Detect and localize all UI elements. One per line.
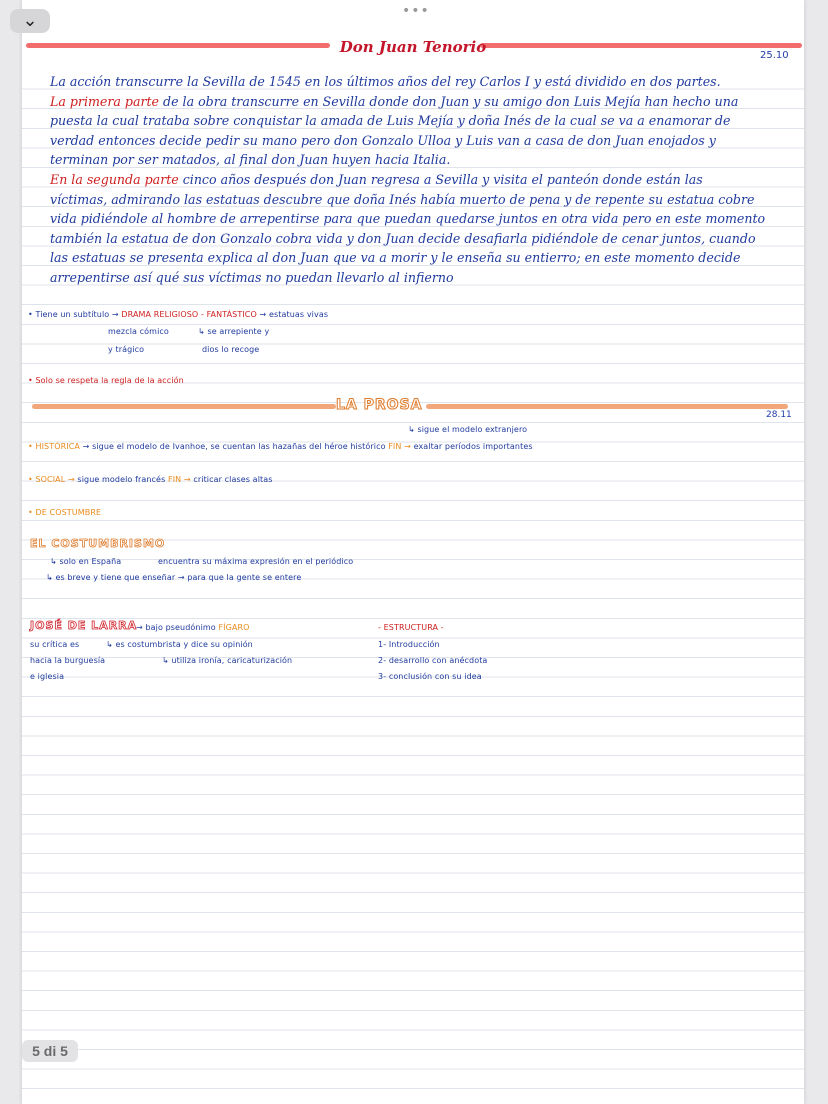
social-note: • SOCIAL → sigue modelo francés FIN → criticar clases altas (28, 475, 273, 484)
larra-crit-2: hacia la burguesía (30, 656, 106, 665)
page-indicator: 5 di 5 (22, 1040, 78, 1062)
subtitle-note: • Tiene un subtítulo → DRAMA RELIGIOSO - FANTÁSTICO → estatuas vivas (28, 310, 329, 319)
notebook-page (22, 0, 804, 1104)
prosa-heading: LA PROSA (336, 397, 423, 413)
summary-line-11: arrepentirse así qué sus víctimas no puedan llevarlo al infierno (50, 270, 454, 285)
prosa-highlight-right (426, 404, 788, 409)
summary-line-3: puesta la cual trataba sobre conquistar la amada de Luis Mejía y doña Inés de la cual se va a enamorar de (50, 113, 731, 129)
summary-line-10: las estatuas se presenta explica al don Juan que va a morir y le enseña su entierro; en este momento decide (50, 250, 741, 266)
larra-desc-2: ↳ utiliza ironía, caricaturización (162, 656, 293, 665)
larra-heading: JOSÉ DE LARRA (30, 619, 138, 632)
prosa-note: ↳ sigue el modelo extranjero (408, 425, 528, 434)
summary-line-1: La acción transcurre la Sevilla de 1545 en los últimos años del rey Carlos I y está dividido en dos partes. (50, 74, 721, 89)
prosa-date: 28.11 (766, 410, 792, 420)
mix-note-1: mezcla cómico (108, 327, 169, 336)
more-options-icon[interactable]: ••• (402, 3, 430, 19)
costumbrismo-line-1b: encuentra su máxima expresión en el periódico (158, 557, 354, 566)
historica-note: • HISTÓRICA → sigue el modelo de Ivanhoe, se cuentan las hazañas del héroe histórico FIN → exaltar períodos importantes (28, 442, 533, 451)
costumbrismo-heading: EL COSTUMBRISMO (30, 537, 166, 550)
arrow-note-2: dios lo recoge (202, 345, 260, 354)
prosa-highlight-left (32, 404, 336, 409)
summary-line-6: En la segunda parte cinco años después don Juan regresa a Sevilla y visita el panteón donde están las (50, 172, 703, 187)
summary-line-5: terminan por ser matados, al final don Juan huyen hacia Italia. (50, 152, 451, 168)
part2-label: En la segunda parte (50, 172, 179, 187)
summary-line-9: también la estatua de don Gonzalo cobra vida y don Juan decide desafiarla pidiéndole de cenar juntos, cuando (50, 230, 756, 246)
estructura-title: - ESTRUCTURA - (378, 623, 444, 632)
mix-note-2: y trágico (108, 345, 145, 354)
costumbre-note: • DE COSTUMBRE (28, 508, 102, 517)
estructura-item-3: 3- conclusión con su idea (378, 672, 482, 681)
costumbrismo-line-1a: ↳ solo en España (50, 557, 122, 566)
page-title: Don Juan Tenorio (339, 38, 487, 56)
summary-line-2: La primera parte de la obra transcurre en Sevilla donde don Juan y su amigo don Luis Mejía han hecho una (50, 93, 739, 109)
part1-label: La primera parte (50, 93, 160, 109)
summary-line-8: vida pidiéndole al hombre de arrepentirse para que puedan quedarse juntos en otra vida pero en este momento (50, 211, 766, 227)
collapse-button[interactable] (10, 9, 50, 33)
larra-crit-3: e iglesia (30, 672, 65, 681)
chevron-down-icon: ⌄ (22, 10, 38, 31)
estructura-item-1: 1- Introducción (378, 640, 440, 649)
summary-line-4: verdad entonces decide pedir su mano pero don Gonzalo Ulloa y Luis van a casa de don Juan enojados y (50, 132, 716, 148)
rule-note: • Solo se respeta la regla de la acción (28, 376, 184, 385)
larra-desc-1: ↳ es costumbrista y dice su opinión (106, 640, 253, 649)
date-label: 25.10 (760, 50, 789, 61)
arrow-note-1: ↳ se arrepiente y (198, 327, 270, 336)
larra-crit-1: su crítica es (30, 640, 80, 649)
estructura-item-2: 2- desarrollo con anécdota (378, 656, 488, 665)
larra-pseudonym-note: → bajo pseudónimo FÍGARO (136, 623, 250, 632)
costumbrismo-line-2: ↳ es breve y tiene que enseñar → para que la gente se entere (46, 573, 302, 582)
summary-line-7: víctimas, admirando las estatuas descubre que doña Inés había muerto de pena y de repente su estatua cobre (50, 191, 755, 207)
